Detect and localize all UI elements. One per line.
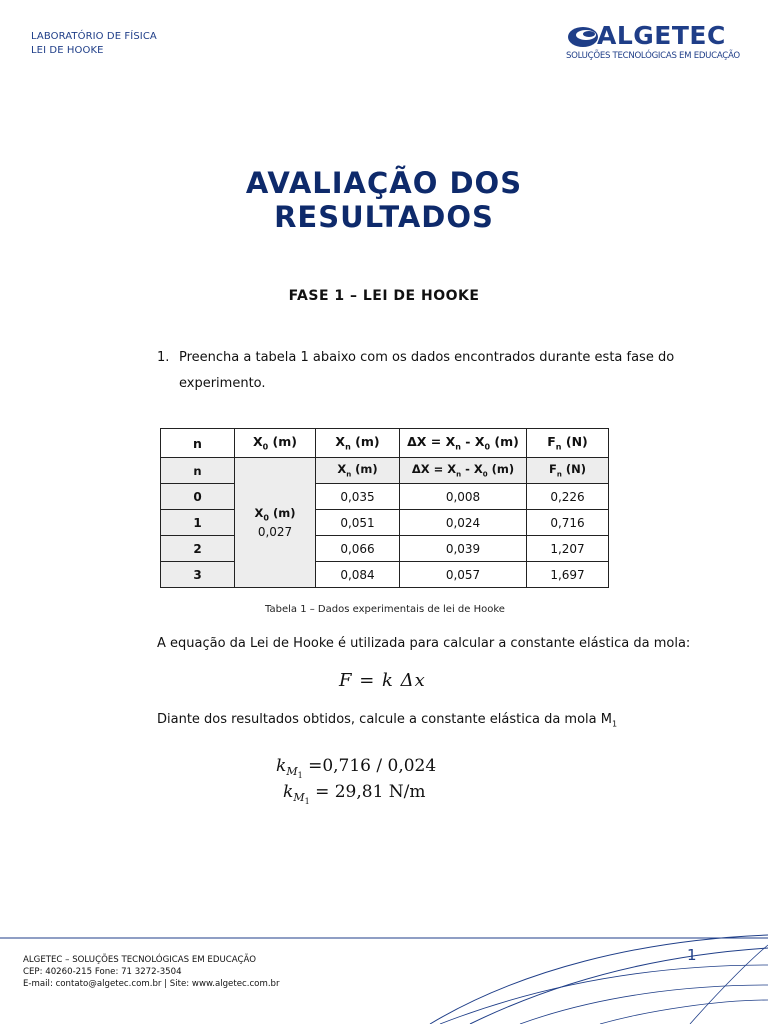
footer-contact-phone: CEP: 40260-215 Fone: 71 3272-3504 <box>23 967 182 977</box>
hooke-equation: F = k Δx <box>339 670 426 691</box>
table-subheader-n: n <box>161 458 235 484</box>
table-cell-n: 3 <box>161 562 235 588</box>
table-cell-xn: 0,066 <box>316 536 400 562</box>
footer-company: ALGETEC – SOLUÇÕES TECNOLÓGICAS EM EDUCAÇÃO <box>23 955 256 965</box>
table-subheader-xn: $X_n$ (m) <box>316 458 400 484</box>
question-number: 1. <box>157 350 170 365</box>
table-cell-n: 0 <box>161 484 235 510</box>
table-subheader-row <box>161 458 609 484</box>
algetec-logo-text: ALGETEC <box>597 21 726 50</box>
table-row <box>161 510 609 536</box>
table-cell-fn: 0,716 <box>527 510 609 536</box>
table-header-x0: $X_0$ (m) <box>235 429 316 458</box>
table-header-delta-x: $\Delta X = X_n - X_0$ (m) <box>400 429 527 458</box>
algetec-logo-icon <box>566 24 600 50</box>
table-header-xn: $X_n$ (m) <box>316 429 400 458</box>
table-cell-n: 2 <box>161 536 235 562</box>
table-header-n: n <box>161 429 235 458</box>
table-cell-delta-x: 0,008 <box>400 484 527 510</box>
table-row <box>161 562 609 588</box>
section-subtitle: FASE 1 – LEI DE HOOKE <box>288 288 480 304</box>
table-subheader-delta-x: $\Delta X = X_n - X_0$ (m) <box>400 458 527 484</box>
table-header-fn: $F_n$ (N) <box>527 429 609 458</box>
table-cell-delta-x: 0,039 <box>400 536 527 562</box>
table-cell-delta-x: 0,057 <box>400 562 527 588</box>
page-number: 1 <box>687 946 697 964</box>
table-cell-fn: 1,697 <box>527 562 609 588</box>
table-cell-fn: 0,226 <box>527 484 609 510</box>
equation-intro-text: A equação da Lei de Hooke é utilizada para calcular a constante elástica da mola: <box>157 636 691 651</box>
table-cell-xn: 0,084 <box>316 562 400 588</box>
table-cell-delta-x: 0,024 <box>400 510 527 536</box>
results-text: Diante dos resultados obtidos, calcule a constante elástica da mola $M_1$ <box>157 712 618 729</box>
header-lab-title: LABORATÓRIO DE FÍSICA <box>31 31 157 42</box>
page-title-line1: AVALIAÇÃO DOS <box>245 166 523 200</box>
table-subheader-fn: $F_n$ (N) <box>527 458 609 484</box>
algetec-logo-subtitle: SOLUÇÕES TECNOLÓGICAS EM EDUCAÇÃO <box>566 51 740 61</box>
page-title-line2: RESULTADOS <box>274 200 494 234</box>
header-experiment-title: LEI DE HOOKE <box>31 45 104 56</box>
table-x0-merged-cell <box>235 458 316 588</box>
footer-decoration <box>0 930 768 1024</box>
table-caption: Tabela 1 – Dados experimentais de lei de Hooke <box>265 604 505 615</box>
k-calculation-line1: $k_{M_1} =0,716 / 0,024$ <box>276 756 437 781</box>
table-cell-xn: 0,051 <box>316 510 400 536</box>
question-text-line2: experimento. <box>179 376 266 391</box>
k-calculation-line2: $k_{M_1} = 29,81$ N/m <box>283 782 426 807</box>
x0-label: $X_0$ (m) <box>254 506 296 523</box>
table-cell-fn: 1,207 <box>527 536 609 562</box>
table-cell-n: 1 <box>161 510 235 536</box>
experimental-data-table <box>160 428 609 588</box>
table-cell-xn: 0,035 <box>316 484 400 510</box>
table-header-row <box>161 429 609 458</box>
question-text-line1: Preencha a tabela 1 abaixo com os dados encontrados durante esta fase do <box>179 350 675 365</box>
table-row <box>161 536 609 562</box>
footer-contact-web: E-mail: contato@algetec.com.br | Site: www.algetec.com.br <box>23 979 280 989</box>
x0-value: 0,027 <box>257 524 293 539</box>
table-row <box>161 484 609 510</box>
